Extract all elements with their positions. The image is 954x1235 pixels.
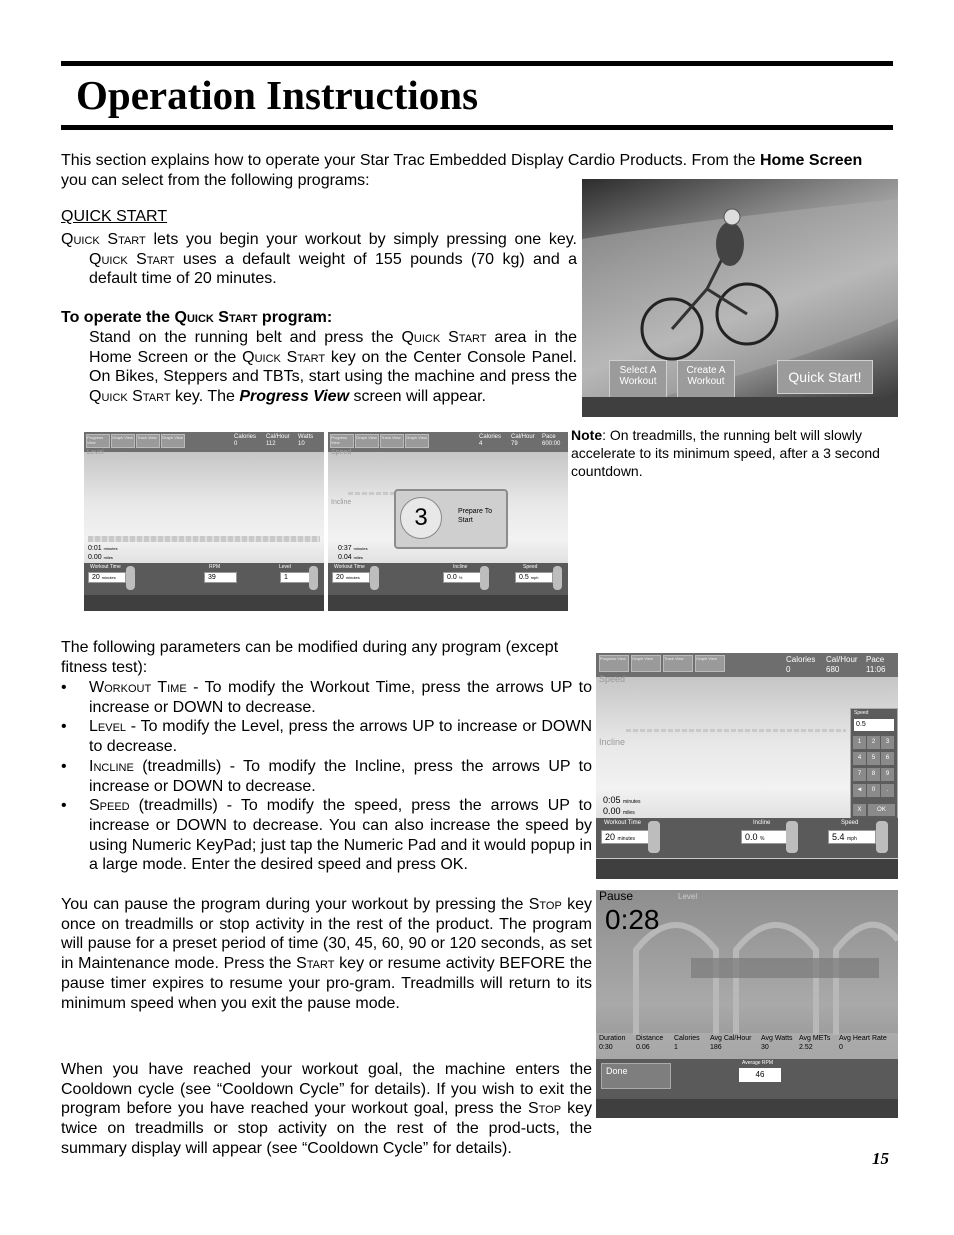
speed-field[interactable]: 5.4 mph <box>828 830 876 844</box>
incline-arrows[interactable] <box>786 821 798 853</box>
distance: 0.00 miles <box>88 554 113 561</box>
elapsed-time: 0:37 minutes <box>338 545 368 552</box>
speed-arrows[interactable] <box>876 821 888 853</box>
level-arrows[interactable] <box>309 566 318 590</box>
tab-graph-view-2[interactable]: Graph View <box>405 434 429 448</box>
cooldown-paragraph: When you have reached your workout goal, the machine enters the Cooldown cycle (see “Cooldown Cycle” for details). If you wish to exit the program before you have reached your workout goal, press the Stop key twice on treadmills or stop activity on the rest of the prod-ucts, the summary display will appear (see “Cooldown Cycle” for details). <box>61 1061 593 1157</box>
stat-pace: Pace 600:00 <box>542 434 561 447</box>
tab-graph-view-2[interactable]: Graph View <box>695 655 725 672</box>
incline-field[interactable]: 0.0 % <box>443 572 481 583</box>
key-4[interactable]: 4 <box>853 752 866 765</box>
operate-heading: To operate the Quick Start program: <box>61 309 333 326</box>
countdown-number: 3 <box>400 497 442 539</box>
stat-avg-watts: Avg Watts 30 <box>761 1035 793 1051</box>
keypad-keys <box>853 736 895 797</box>
quick-start-button[interactable]: Quick Start! <box>777 360 873 394</box>
key-3[interactable]: 3 <box>881 736 894 749</box>
tab-track-view[interactable]: Track View <box>380 434 404 448</box>
pause-screen-screenshot <box>596 890 898 1118</box>
key-6[interactable]: 6 <box>881 752 894 765</box>
header-rule-top <box>61 61 893 66</box>
key-9[interactable]: 9 <box>881 768 894 781</box>
summary-stats <box>596 1033 898 1059</box>
incline-field[interactable]: 0.0 % <box>741 830 787 844</box>
keypad-title: Speed <box>854 710 869 716</box>
screen-a-icon-bar <box>84 595 324 611</box>
speed-arrows[interactable] <box>553 566 562 590</box>
stat-calories: Calories 1 <box>674 1035 700 1051</box>
distance: 0.04 miles <box>338 554 363 561</box>
keypad-cancel-button[interactable]: X <box>853 804 866 816</box>
create-workout-button[interactable]: Create A Workout <box>677 360 735 398</box>
key-2[interactable]: 2 <box>867 736 880 749</box>
stat-cal-hour: Cal/Hour 79 <box>511 434 535 447</box>
keypad-display: 0.5 <box>854 719 894 731</box>
stat-distance: Distance 0.06 <box>636 1035 664 1051</box>
stat-watts: Watts 10 <box>298 434 314 447</box>
pause-paragraph: You can pause the program during your workout by pressing the Stop key once on treadmills or stop activity in the rest of the product. The program will pause for a preset period of time (30, 45, 60, 90 or 120 seconds, as set in Maintenance mode. Press the Start key or resume activity BEFORE the pause timer expires to resume your pro-gram. Treadmills will return to its minimum speed when you exit the pause mode. <box>61 896 593 1012</box>
param-workout-time: • Workout Time - To modify the Workout Time, press the arrows UP to increase or DOWN to decrease. <box>61 679 592 716</box>
countdown-popup <box>394 489 508 549</box>
level-field[interactable]: 1 <box>280 572 313 583</box>
key-7[interactable]: 7 <box>853 768 866 781</box>
tab-progress-view[interactable]: Progress View <box>86 434 110 448</box>
elapsed-time: 0:01 minutes <box>88 545 118 552</box>
level-label: Level <box>279 564 291 570</box>
note-text: Note: On treadmills, the running belt will slowly accelerate to its minimum speed, after a 3 second countdown. <box>571 427 880 479</box>
stat-avg-heart-rate: Avg Heart Rate 0 <box>839 1035 887 1051</box>
incline-label: Incline <box>753 820 771 826</box>
tab-progress-view[interactable]: Progress View <box>330 434 354 448</box>
keypad-ok-button[interactable]: OK <box>868 804 895 816</box>
key-8[interactable]: 8 <box>867 768 880 781</box>
rpm-value: 39 <box>204 572 237 583</box>
page-number: 15 <box>872 1149 889 1168</box>
workout-time-label: Workout Time <box>90 564 121 570</box>
stat-avg-mets: Avg METs 2.52 <box>799 1035 831 1051</box>
stat-cal-hour: Cal/Hour 680 <box>826 655 858 674</box>
stat-pace: Pace 11:06 <box>866 655 886 674</box>
graph-label-incline: Incline <box>599 737 626 747</box>
hero-icon-bar <box>582 397 898 417</box>
pause-timer: 0:28 <box>605 904 660 935</box>
graph-label-level: Level <box>87 449 104 456</box>
workout-time-arrows[interactable] <box>126 566 135 590</box>
quick-start-heading: QUICK START <box>61 208 168 225</box>
stat-cal-hour: Cal/Hour 112 <box>266 434 290 447</box>
tab-track-view[interactable]: Track View <box>136 434 160 448</box>
workout-time-field[interactable]: 20 minutes <box>332 572 370 583</box>
countdown-treadmill-screenshot <box>328 432 568 611</box>
header-rule-bottom <box>61 125 893 130</box>
page-title: Operation Instructions <box>76 72 479 118</box>
rpm-label: RPM <box>209 564 221 570</box>
numeric-keypad <box>850 708 898 820</box>
screen-c-icon-bar <box>596 859 898 879</box>
key-decimal[interactable]: . <box>881 784 894 797</box>
incline-arrows[interactable] <box>480 566 489 590</box>
backspace-key[interactable]: ◄ <box>853 784 866 797</box>
average-rpm-label: Average RPM <box>742 1060 774 1066</box>
elapsed-time: 0:05 minutes <box>603 795 641 805</box>
progress-view-bike-screenshot <box>84 432 324 611</box>
parameters-list <box>61 678 592 875</box>
key-0[interactable]: 0 <box>867 784 880 797</box>
workout-time-label: Workout Time <box>334 564 365 570</box>
level-bars <box>88 536 320 542</box>
intro-paragraph: This section explains how to operate your Star Trac Embedded Display Cardio Products. From the Home Screen you can select from the following programs: <box>61 152 863 189</box>
speed-label: Speed <box>523 564 538 570</box>
tab-graph-view[interactable]: Graph View <box>631 655 661 672</box>
workout-time-label: Workout Time <box>604 820 641 826</box>
numeric-keypad-screenshot <box>596 653 898 879</box>
speed-line <box>626 729 846 732</box>
workout-time-arrows[interactable] <box>370 566 379 590</box>
operate-steps: Stand on the running belt and press the Quick Start area in the Home Screen or the Quick Start key on the Center Console Panel. On Bikes, Steppers and TBTs, start using the machine and press the Quick Start key. The Progress View screen will appear. <box>89 329 577 406</box>
prepare-label: Prepare To Start <box>458 508 493 524</box>
graph-label-level: Level <box>678 892 698 901</box>
average-rpm-value: 46 <box>739 1068 781 1082</box>
param-speed: • Speed (treadmills) - To modify the speed, press the arrows UP to increase or DOWN to decrease. You can also increase the speed by using Numeric KeyPad; just tap the Numeric Pad and it would popup in a large mode. Enter the desired speed and press OK. <box>61 797 592 874</box>
tab-graph-view-2[interactable]: Graph View <box>161 434 185 448</box>
pause-label: Pause <box>599 890 634 903</box>
graph-label-speed: Speed <box>599 674 626 684</box>
speed-field[interactable]: 0.5 mph <box>515 572 553 583</box>
select-workout-button[interactable]: Select A Workout <box>609 360 667 398</box>
screen-b-icon-bar <box>328 595 568 611</box>
done-button[interactable]: Done <box>601 1063 671 1089</box>
stat-duration: Duration 0:30 <box>599 1035 626 1051</box>
distance: 0.00 miles <box>603 806 635 816</box>
param-incline: • Incline (treadmills) - To modify the Incline, press the arrows UP to increase or DOWN to decrease. <box>61 757 592 795</box>
tab-progress-view[interactable]: Progress View <box>599 655 629 672</box>
tab-graph-view[interactable]: Graph View <box>111 434 135 448</box>
screen-d-icon-bar <box>596 1099 898 1118</box>
graph-label-speed: Speed <box>331 449 352 456</box>
stat-calories: Calories 4 <box>479 434 502 447</box>
key-5[interactable]: 5 <box>867 752 880 765</box>
workout-time-arrows[interactable] <box>648 821 660 853</box>
key-1[interactable]: 1 <box>853 736 866 749</box>
speed-label: Speed <box>841 820 859 826</box>
workout-time-field[interactable]: 20 minutes <box>601 830 649 844</box>
stat-calories: Calories 0 <box>786 655 816 674</box>
workout-time-field[interactable]: 20 minutes <box>88 572 126 583</box>
param-level: • Level - To modify the Level, press the arrows UP to increase or DOWN to decrease. <box>61 718 592 756</box>
tab-track-view[interactable]: Track View <box>663 655 693 672</box>
incline-label: Incline <box>453 564 468 570</box>
tab-graph-view[interactable]: Graph View <box>355 434 379 448</box>
quick-start-description: Quick Start lets you begin your workout by simply pressing one key. Quick Start uses a default weight of 155 pounds (70 kg) and a default time of 20 minutes. <box>61 231 577 288</box>
stat-calories: Calories 0 <box>234 434 257 447</box>
graph-label-incline: Incline <box>331 499 352 506</box>
parameters-intro: The following parameters can be modified during any program (except fitness test): <box>61 639 559 676</box>
stat-avg-cal-hour: Avg Cal/Hour 186 <box>710 1035 752 1051</box>
home-screen-screenshot <box>582 179 898 417</box>
